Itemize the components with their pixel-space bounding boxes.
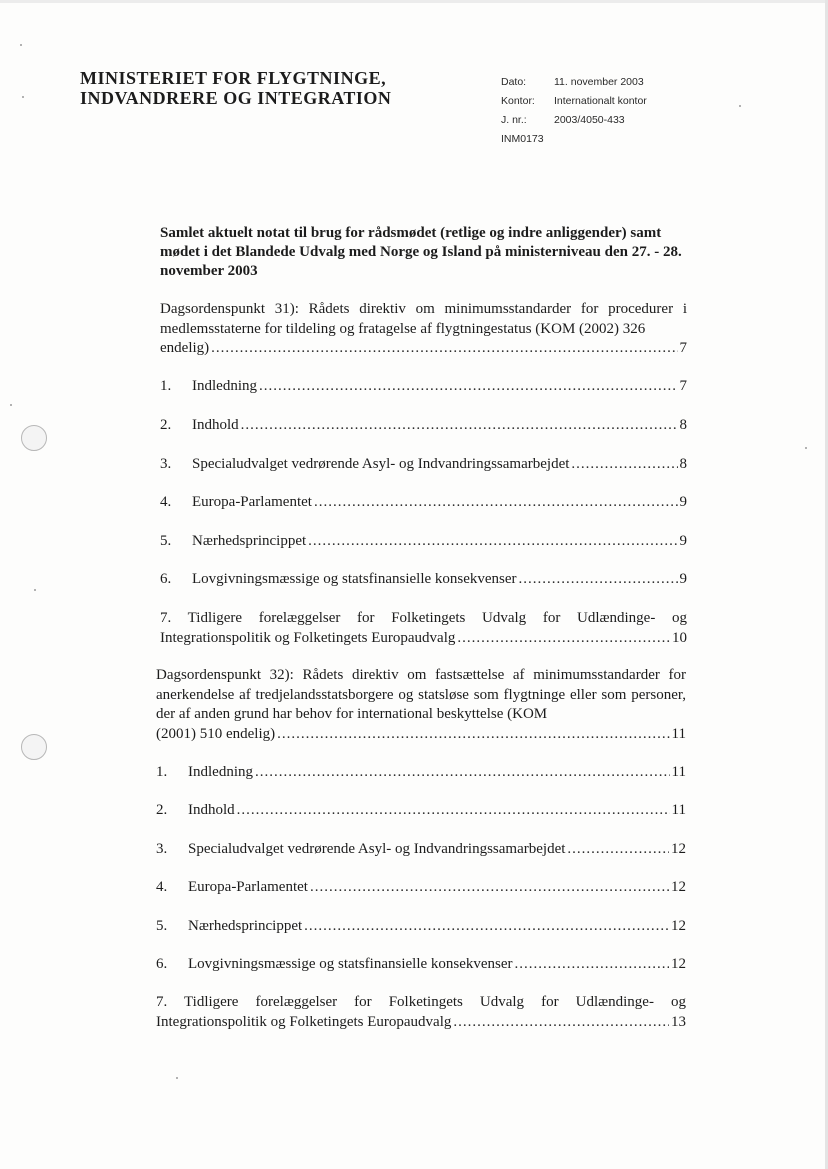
meta-office xyxy=(501,92,647,111)
item-label: Indhold xyxy=(188,802,235,818)
meta-date xyxy=(501,73,647,92)
toc-item xyxy=(160,377,687,397)
item-number: 4. xyxy=(160,494,172,510)
item-label: Lovgivningsmæssige og statsfinansielle konsekvenser xyxy=(192,571,517,587)
item7-line-1: 7. Tidligere forelæggelser for Folketingets Udvalg for Udlændinge- og xyxy=(156,994,686,1010)
dot-leader xyxy=(241,416,678,436)
meta-label: Kontor: xyxy=(501,95,535,107)
item-label: Indhold xyxy=(192,417,239,433)
item-label: Integrationspolitik og Folketingets Europaudvalg xyxy=(156,1013,452,1030)
agenda-item-31 xyxy=(160,300,687,359)
page-number: 12 xyxy=(671,918,686,934)
toc-item xyxy=(156,801,686,821)
dot-leader xyxy=(277,725,669,745)
scan-speck xyxy=(20,44,22,46)
meta-value: 2003/4050-433 xyxy=(554,114,625,126)
toc-item xyxy=(160,493,687,513)
page-number: 7 xyxy=(679,378,687,394)
item-number: 1. xyxy=(160,378,172,394)
item-number: 6. xyxy=(156,956,168,972)
item-label: Nærhedsprincippet xyxy=(192,533,307,549)
ministry-line-2: INDVANDRERE OG INTEGRATION xyxy=(80,88,392,108)
meta-journal xyxy=(501,111,647,130)
item-number: 5. xyxy=(156,918,168,934)
page-number: 9 xyxy=(679,533,687,549)
dot-leader xyxy=(304,917,669,937)
item-number: 5. xyxy=(160,533,172,549)
item-number: 3. xyxy=(156,841,168,857)
item-label: Specialudvalget vedrørende Asyl- og Indvandringssamarbejdet xyxy=(188,841,566,857)
item-label: Europa-Parlamentet xyxy=(188,879,308,895)
item-number: 3. xyxy=(160,456,172,472)
item-number: 1. xyxy=(156,764,168,780)
item7-line-1: 7. Tidligere forelæggelser for Folketingets Udvalg for Udlændinge- og xyxy=(160,610,687,626)
dot-leader xyxy=(211,339,677,359)
agenda-last-line xyxy=(156,725,686,745)
item-label: Integrationspolitik og Folketingets Europaudvalg xyxy=(160,629,456,646)
ministry-name xyxy=(80,68,391,108)
meta-value: Internationalt kontor xyxy=(554,95,647,107)
dot-leader xyxy=(308,532,677,552)
page-number: 11 xyxy=(671,802,686,818)
dot-leader xyxy=(453,1013,669,1033)
toc-item xyxy=(156,763,686,783)
page-number: 13 xyxy=(671,1013,686,1030)
dot-leader xyxy=(519,570,678,590)
agenda-last: endelig) xyxy=(160,340,210,356)
dot-leader xyxy=(237,801,670,821)
page-number: 10 xyxy=(672,629,687,646)
agenda-last-line xyxy=(160,339,687,359)
scan-edge-top xyxy=(0,0,828,3)
scan-speck xyxy=(22,96,24,98)
document-title: Samlet aktuelt notat til brug for rådsmødet (retlige og indre anliggender) samt mødet i det Blandede Udvalg med Norge og Island på ministerniveau den 27. - 28. november 2003 xyxy=(160,225,682,279)
document-meta xyxy=(501,73,647,149)
scan-speck xyxy=(805,447,807,449)
item-label: Lovgivningsmæssige og statsfinansielle konsekvenser xyxy=(188,956,513,972)
meta-label: J. nr.: xyxy=(501,114,527,126)
scan-speck xyxy=(34,589,36,591)
item-label: Nærhedsprincippet xyxy=(188,918,303,934)
item-number: 2. xyxy=(160,417,172,433)
toc-item-7 xyxy=(160,609,687,648)
item-number: 4. xyxy=(156,879,168,895)
scan-speck xyxy=(10,404,12,406)
dot-leader xyxy=(457,629,670,649)
dot-leader xyxy=(314,493,678,513)
punch-hole-top xyxy=(21,425,47,451)
dot-leader xyxy=(255,763,670,783)
toc-item xyxy=(160,455,687,475)
item-label: Indledning xyxy=(188,764,253,780)
ministry-line-1: MINISTERIET FOR FLYGTNINGE, xyxy=(80,68,387,88)
dot-leader xyxy=(567,840,669,860)
dot-leader xyxy=(515,955,669,975)
scan-speck xyxy=(176,1077,178,1079)
page-number: 9 xyxy=(679,494,687,510)
item7-line-2 xyxy=(156,1013,686,1033)
item-number: 2. xyxy=(156,802,168,818)
page-number: 12 xyxy=(671,956,686,972)
page-number: 8 xyxy=(679,456,687,472)
document-code: INM0173 xyxy=(501,133,544,145)
item-number: 6. xyxy=(160,571,172,587)
item7-line-2 xyxy=(160,629,687,649)
page-number: 7 xyxy=(679,340,687,356)
page-number: 12 xyxy=(671,879,686,895)
toc-item xyxy=(160,532,687,552)
page-number: 8 xyxy=(679,417,687,433)
agenda-text: Dagsordenspunkt 31): Rådets direktiv om minimumsstandarder for procedurer i medlemsstaterne for tildeling og fratagelse af flygtningestatus (KOM (2002) 326 xyxy=(160,301,687,337)
toc-item xyxy=(156,878,686,898)
scan-speck xyxy=(739,105,741,107)
dot-leader xyxy=(259,377,678,397)
meta-label: Dato: xyxy=(501,76,527,88)
page-number: 9 xyxy=(679,571,687,587)
toc-item xyxy=(156,955,686,975)
toc-item xyxy=(160,416,687,436)
item-label: Europa-Parlamentet xyxy=(192,494,312,510)
item-label: Specialudvalget vedrørende Asyl- og Indvandringssamarbejdet xyxy=(192,456,570,472)
dot-leader xyxy=(310,878,669,898)
punch-hole-bottom xyxy=(21,734,47,760)
meta-code xyxy=(501,130,647,149)
agenda-last: (2001) 510 endelig) xyxy=(156,725,276,742)
meta-value: 11. november 2003 xyxy=(554,76,644,88)
agenda-text: Dagsordenspunkt 32): Rådets direktiv om fastsættelse af minimumsstandarder for anerkendelse af tredjelandsstatsborgere og statsløse som flygtninge eller som personer, der af anden grund har behov for international beskyttelse (KOM xyxy=(156,667,686,722)
toc-item xyxy=(156,840,686,860)
page-number: 11 xyxy=(671,725,686,742)
toc-item xyxy=(160,570,687,590)
page-number: 12 xyxy=(671,841,686,857)
page-number: 11 xyxy=(671,764,686,780)
dot-leader xyxy=(571,455,677,475)
item-label: Indledning xyxy=(192,378,257,394)
toc-item xyxy=(156,917,686,937)
agenda-item-32 xyxy=(156,666,686,744)
toc-item-7 xyxy=(156,993,686,1032)
